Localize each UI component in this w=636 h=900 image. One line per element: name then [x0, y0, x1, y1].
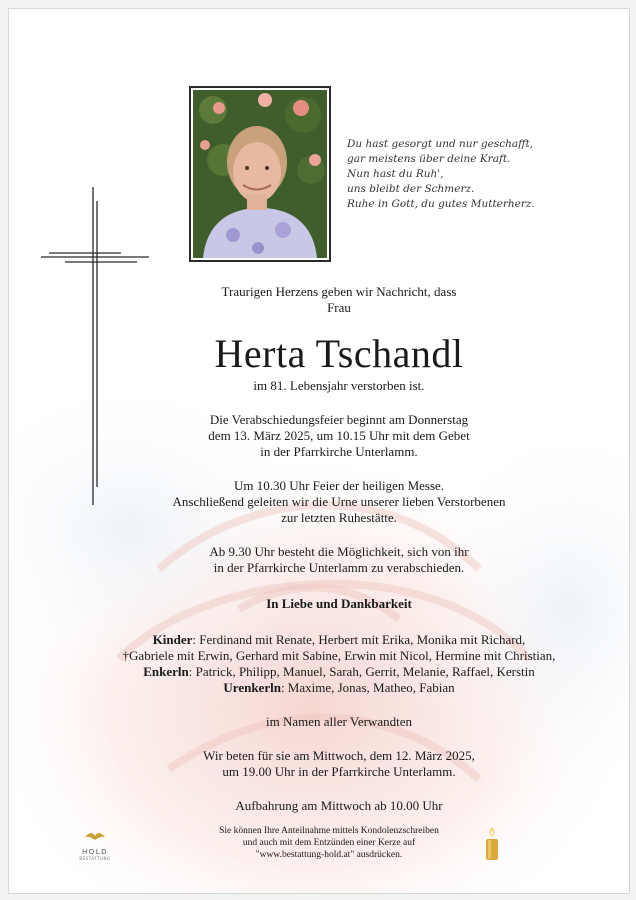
poem-line: Ruhe in Gott, du gutes Mutterherz.: [347, 198, 535, 210]
condolence-line: Sie können Ihre Anteilnahme mittels Kondolenzschreiben: [219, 826, 439, 836]
obituary-page: [8, 8, 630, 894]
prayer-line: Wir beten für sie am Mittwoch, dem 12. März 2025,: [203, 748, 475, 763]
children-line: [69, 632, 609, 648]
logo-subtitle: BESTATTUNG: [79, 856, 111, 861]
grandchildren-names: : Patrick, Philipp, Manuel, Sarah, Gerrit, Melanie, Raffael, Kerstin: [188, 664, 535, 679]
portrait-image: [193, 90, 327, 258]
prayer-line: um 19.00 Uhr in der Pfarrkirche Unterlamm.: [222, 764, 456, 779]
grandchildren-line: [69, 664, 609, 680]
portrait-photo: [189, 86, 331, 262]
ceremony-line: Die Verabschiedungsfeier beginnt am Donnerstag: [209, 412, 469, 427]
closing-phrase: In Liebe und Dankbarkeit: [266, 596, 412, 611]
family-list: [69, 632, 609, 696]
great-grandchildren-line: [69, 680, 609, 696]
intro-line: Traurigen Herzens geben wir Nachricht, dass: [221, 284, 457, 299]
logo-name: HOLD: [81, 848, 109, 856]
relatives-line: im Namen aller Verwandten: [266, 714, 412, 729]
children-label: Kinder: [152, 632, 193, 647]
children-line-2: †Gabriele mit Erwin, Gerhard mit Sabine, Erwin mit Nicol, Hermine mit Christian,: [122, 648, 556, 663]
age-line: im 81. Lebensjahr verstorben ist.: [253, 378, 425, 393]
mass-line: zur letzten Ruhestätte.: [281, 510, 397, 525]
funeral-home-logo: [75, 827, 115, 861]
poem-line: uns bleibt der Schmerz.: [347, 183, 475, 195]
condolence-line: "www.bestattung-hold.at" ausdrücken.: [255, 850, 403, 860]
poem-line: Du hast gesorgt und nur geschafft,: [347, 138, 534, 150]
farewell-line: Ab 9.30 Uhr besteht die Möglichkeit, sich von ihr: [209, 544, 469, 559]
announcement-text: [69, 284, 609, 814]
great-grandchildren-label: Urenkerln: [223, 680, 281, 695]
children-names: : Ferdinand mit Renate, Herbert mit Erika, Monika mit Richard,: [192, 632, 526, 647]
grandchildren-label: Enkerln: [143, 664, 189, 679]
laying-out-line: Aufbahrung am Mittwoch ab 10.00 Uhr: [235, 798, 443, 813]
ceremony-line: dem 13. März 2025, um 10.15 Uhr mit dem Gebet: [208, 428, 470, 443]
poem-line: Nun hast du Ruh',: [347, 168, 444, 180]
ceremony-line: in der Pfarrkirche Unterlamm.: [260, 444, 418, 459]
poem-line: gar meistens über deine Kraft.: [347, 153, 511, 165]
condolence-note: [199, 825, 459, 861]
great-grandchildren-names: : Maxime, Jonas, Matheo, Fabian: [280, 680, 455, 695]
deceased-name: Herta Tschandl: [214, 331, 464, 376]
candle-icon[interactable]: [484, 827, 500, 861]
mass-line: Um 10.30 Uhr Feier der heiligen Messe.: [233, 478, 445, 493]
condolence-line: und auch mit dem Entzünden einer Kerze auf: [242, 838, 416, 848]
dove-logo-icon: [84, 830, 106, 842]
poem-verse: [347, 137, 535, 212]
mass-line: Anschließend geleiten wir die Urne unserer lieben Verstorbenen: [172, 494, 506, 509]
farewell-line: in der Pfarrkirche Unterlamm zu verabschieden.: [213, 560, 465, 575]
salutation: Frau: [327, 300, 351, 315]
